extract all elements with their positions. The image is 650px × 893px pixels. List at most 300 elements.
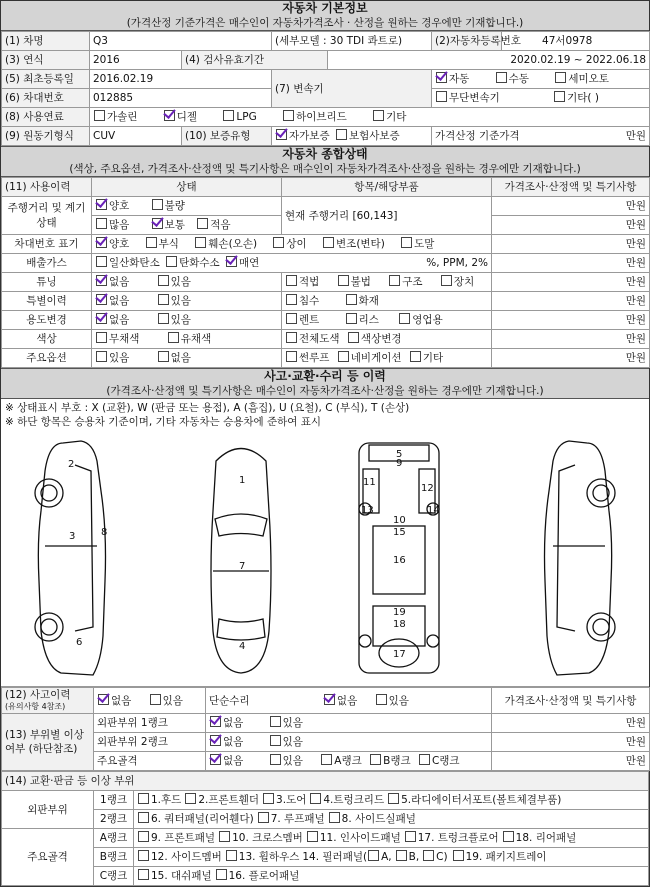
gas-hc-check[interactable] — [166, 256, 177, 267]
outer1-opts — [206, 714, 492, 733]
option-none-check[interactable] — [158, 351, 169, 362]
usage-items — [282, 311, 492, 330]
usage-lease-check[interactable] — [346, 313, 357, 324]
simple-yes[interactable] — [375, 695, 409, 707]
usage-rent[interactable] — [285, 314, 319, 326]
special-flood-label: 침수 — [299, 295, 320, 307]
usage-rent-check[interactable] — [286, 313, 297, 324]
gas-co[interactable] — [95, 257, 160, 269]
option-price: 만원 — [492, 349, 650, 368]
tuning-yes[interactable] — [157, 276, 191, 288]
accident-notes — [1, 399, 649, 431]
fuel-diesel[interactable] — [163, 111, 197, 123]
trans-semi-check[interactable] — [555, 72, 566, 83]
diag-label-7: 7 — [239, 561, 246, 572]
usage-yes-check[interactable] — [158, 313, 169, 324]
vin-mark-label: 차대번호 표기 — [2, 235, 92, 254]
rank2-items-check-2[interactable] — [329, 812, 340, 823]
vin-mark-good-label: 양호 — [109, 238, 130, 250]
outer1-price: 만원 — [492, 714, 650, 733]
diag-label-11: 11 — [363, 477, 376, 488]
outer1-none-check[interactable] — [210, 716, 221, 727]
usage-yes[interactable] — [157, 314, 191, 326]
usage-business-label: 영업용 — [412, 314, 443, 326]
right-rear-wheel — [587, 613, 615, 641]
rank-b-list-check-0[interactable] — [138, 850, 149, 861]
tuning-price: 만원 — [492, 273, 650, 292]
outer2-none[interactable] — [209, 736, 243, 748]
outer2-yes[interactable] — [269, 736, 303, 748]
rank1-items-item-3[interactable] — [309, 794, 384, 806]
first-reg-label: (5) 최초등록일 — [2, 70, 90, 89]
rank-c-items-item-1[interactable] — [215, 870, 300, 882]
trans-semi[interactable] — [554, 73, 609, 85]
vin-mark-opts — [92, 235, 492, 254]
accident-none-label: 없음 — [111, 694, 132, 707]
rank-a-items-item-0[interactable] — [137, 832, 215, 844]
tuning-struct-check[interactable] — [389, 275, 400, 286]
tuning-opts — [92, 273, 282, 292]
tuning-none[interactable] — [95, 276, 129, 288]
accident-history-title: (12) 사고이력 — [5, 689, 71, 701]
usage-business[interactable] — [398, 314, 442, 326]
color-chromatic-check[interactable] — [168, 332, 179, 343]
special-none-check[interactable] — [96, 294, 107, 305]
rank-a-items-check-1[interactable] — [219, 831, 230, 842]
rank2-items-item-2[interactable] — [328, 813, 416, 825]
rank2-items-check-1[interactable] — [258, 812, 269, 823]
fuel-gasoline-check[interactable] — [94, 110, 105, 121]
accident-table — [1, 687, 650, 771]
option-navi-check[interactable] — [338, 351, 349, 362]
frame-rank-b-label: B랭크 — [383, 755, 411, 767]
mileage-normal-check[interactable] — [152, 218, 163, 229]
rank-a-items-label-1: 10. 크로스멤버 — [232, 832, 303, 844]
motor-label: (9) 원동기형식 — [2, 127, 90, 146]
outer1-yes[interactable] — [269, 717, 303, 729]
rank-a-items-item-3[interactable] — [404, 832, 499, 844]
reg-no-label-text: (2)자동차등록번호 — [435, 35, 521, 47]
option-etc[interactable] — [409, 352, 443, 364]
rank-b-list-item-1[interactable] — [225, 851, 300, 863]
outer2-label: 외판부위 2랭크 — [94, 733, 206, 752]
rank-a-items-label-2: 11. 인사이드패널 — [319, 832, 401, 844]
mileage-normal[interactable] — [151, 219, 185, 231]
motor-value: CUV — [90, 127, 182, 146]
rank-a-items-item-1[interactable] — [218, 832, 303, 844]
rank2-items-label-0: 6. 쿼터패널(리어휀다) — [151, 813, 254, 825]
diag-label-12: 12 — [421, 483, 434, 494]
tuning-illegal-check[interactable] — [338, 275, 349, 286]
simple-none-check[interactable] — [324, 694, 335, 705]
fuel-etc-check[interactable] — [373, 110, 384, 121]
gas-hc-label: 탄화수소 — [179, 257, 220, 269]
rank-a-label: A랭크 — [94, 829, 134, 848]
frame-rank-a-label: A랭크 — [334, 755, 362, 767]
simple-repair-label: 단순수리 — [209, 694, 250, 707]
accident-history-sub: (유의사항 4참조) — [5, 702, 66, 711]
vin-mark-altered[interactable] — [322, 238, 385, 250]
rank-a-items-check-0[interactable] — [138, 831, 149, 842]
basic-info-title: 자동차 기본정보 — [282, 1, 368, 15]
option-navi-label: 네비게이션 — [350, 352, 402, 364]
trans-label: (7) 변속기 — [272, 70, 432, 108]
vin-mark-paint-check[interactable] — [401, 237, 412, 248]
rank-c-items-check-0[interactable] — [138, 869, 149, 880]
gas-smoke[interactable] — [225, 257, 259, 269]
h-price: 가격조사·산정액 및 특기사항 — [492, 178, 650, 197]
first-reg-value: 2016.02.19 — [90, 70, 272, 89]
rank-b-pillar-items-item-0[interactable] — [367, 851, 392, 863]
option-navi[interactable] — [337, 352, 402, 364]
outer1-yes-check[interactable] — [270, 716, 281, 727]
rank-c-items-check-1[interactable] — [216, 869, 227, 880]
usage-rent-label: 렌트 — [299, 314, 320, 326]
diag-label-1: 1 — [239, 475, 246, 486]
diag-label-10: 10 — [393, 515, 406, 526]
rank-a-items-item-2[interactable] — [306, 832, 401, 844]
vin-mark-diff-label: 상이 — [286, 238, 307, 250]
accident-none[interactable] — [97, 695, 131, 707]
vin-mark-good-check[interactable] — [96, 237, 107, 248]
inspect-period: 2020.02.19 ~ 2022.06.18 — [328, 51, 650, 70]
tuning-device[interactable] — [440, 276, 474, 288]
usage-business-check[interactable] — [399, 313, 410, 324]
accident-note-2: ※ 하단 항목은 승용차 기준이며, 기타 자동차는 승용차에 준하여 표시 — [5, 416, 322, 428]
simple-none[interactable] — [323, 695, 357, 707]
frame-rank-b-check[interactable] — [370, 754, 381, 765]
fuel-lpg[interactable] — [222, 111, 256, 123]
rank-a-items-check-3[interactable] — [405, 831, 416, 842]
special-fire-check[interactable] — [346, 294, 357, 305]
fuel-hybrid-label: 하이브리드 — [296, 111, 347, 123]
frame-yes[interactable] — [269, 755, 303, 767]
rank2-items-item-1[interactable] — [257, 813, 325, 825]
frame-rank-c[interactable] — [418, 755, 460, 767]
fuel-hybrid-check[interactable] — [283, 110, 294, 121]
status-table — [1, 177, 650, 368]
mileage-bad-label: 불량 — [164, 200, 185, 212]
fuel-label: (8) 사용연료 — [2, 108, 90, 127]
color-change[interactable] — [347, 333, 402, 345]
color-full-paint-check[interactable] — [286, 332, 297, 343]
fuel-opts — [90, 108, 650, 127]
usage-none[interactable] — [95, 314, 129, 326]
color-opts — [92, 330, 282, 349]
accident-yes-check[interactable] — [150, 694, 161, 705]
warranty-self-label: 자가보증 — [289, 130, 330, 142]
trans-cvt-check[interactable] — [436, 91, 447, 102]
tuning-legal-check[interactable] — [286, 275, 297, 286]
warranty-insure[interactable] — [335, 130, 400, 142]
diag-label-6: 6 — [76, 637, 83, 648]
fuel-gasoline-label: 가솔린 — [107, 111, 138, 123]
vin-mark-paint[interactable] — [400, 238, 434, 250]
usage-lease[interactable] — [345, 314, 379, 326]
rank-b-pillar-items-item-2[interactable] — [422, 851, 447, 863]
special-yes-check[interactable] — [158, 294, 169, 305]
outer1-yes-label: 있음 — [282, 717, 303, 729]
fuel-etc[interactable] — [372, 111, 406, 123]
option-none[interactable] — [157, 352, 191, 364]
car-name-label: (1) 차명 — [2, 32, 90, 51]
usage-lease-label: 리스 — [358, 314, 379, 326]
gas-smoke-check[interactable] — [226, 256, 237, 267]
frame-rank-a[interactable] — [320, 755, 361, 767]
top-windshield — [215, 514, 267, 536]
rank-b-tray-check[interactable] — [453, 850, 464, 861]
rank-a-items-label-4: 18. 리어패널 — [515, 832, 577, 844]
vin-mark-damage[interactable] — [194, 238, 257, 250]
accident-price-head: 가격조사·산정액 및 특기사항 — [492, 688, 650, 714]
status-subtitle: (색상, 주요옵션, 가격조사·산정액 및 특기사항은 매수인이 자동차가격조사·산정을 원하는 경우에만 기재합니다.) — [69, 163, 581, 175]
diag-label-3: 3 — [69, 531, 76, 542]
trans-semi-label: 세미오토 — [568, 73, 609, 85]
frame-price: 만원 — [492, 752, 650, 771]
frame-none[interactable] — [209, 755, 243, 767]
tuning-none-label: 없음 — [109, 276, 130, 288]
accident-yes[interactable] — [149, 695, 183, 707]
mileage-bad[interactable] — [151, 200, 185, 212]
frame-none-label: 없음 — [223, 755, 244, 767]
rank-b-pillar-items-item-1[interactable] — [395, 851, 420, 863]
reg-no-label — [432, 32, 521, 51]
warranty-self-check[interactable] — [276, 129, 287, 140]
vin-mark-altered-label: 변조(변타) — [336, 238, 385, 250]
rank-b-pillar-items-check-0[interactable] — [368, 850, 379, 861]
option-sunroof[interactable] — [285, 352, 329, 364]
color-label: 색상 — [2, 330, 92, 349]
right-side-window — [557, 465, 575, 631]
outer2-none-check[interactable] — [210, 735, 221, 746]
diag-label-15: 15 — [393, 527, 406, 538]
trans-manual-check[interactable] — [496, 72, 507, 83]
usage-yes-label: 있음 — [170, 314, 191, 326]
mileage-many-check[interactable] — [96, 218, 107, 229]
mileage-opts2 — [92, 216, 282, 235]
warranty-insure-check[interactable] — [336, 129, 347, 140]
detail-model: (세부모델 : 30 TDI 콰트로) — [272, 32, 432, 51]
exchange-frame-label: 주요골격 — [2, 829, 94, 886]
diag-label-17: 17 — [393, 649, 406, 660]
rank1-items-check-1[interactable] — [185, 793, 196, 804]
warranty-self[interactable] — [275, 130, 330, 142]
rank-b-list-check-1[interactable] — [226, 850, 237, 861]
rank1-items-check-3[interactable] — [310, 793, 321, 804]
rank1-items-item-0[interactable] — [137, 794, 181, 806]
warranty-opts — [272, 127, 432, 146]
mileage-opts1 — [92, 197, 282, 216]
diag-label-5: 5 — [396, 449, 403, 460]
rank1-label: 1랭크 — [94, 791, 134, 810]
rank-b-pillar-items-check-1[interactable] — [396, 850, 407, 861]
tuning-struct-label: 구조 — [402, 276, 423, 288]
option-sunroof-check[interactable] — [286, 351, 297, 362]
frame-rank-a-check[interactable] — [321, 754, 332, 765]
frame-none-check[interactable] — [210, 754, 221, 765]
frame-yes-check[interactable] — [270, 754, 281, 765]
special-flood-check[interactable] — [286, 294, 297, 305]
frame-opts — [206, 752, 492, 771]
vin-mark-rust[interactable] — [145, 238, 179, 250]
rank-b-pillar-items-check-2[interactable] — [423, 850, 434, 861]
color-achromatic[interactable] — [95, 333, 139, 345]
mileage-few-check[interactable] — [197, 218, 208, 229]
accident-none-check[interactable] — [98, 694, 109, 705]
option-yes-check[interactable] — [96, 351, 107, 362]
fuel-lpg-label: LPG — [236, 111, 257, 123]
fuel-hybrid[interactable] — [282, 111, 347, 123]
rank2-items-label-1: 7. 루프패널 — [270, 813, 325, 825]
simple-yes-label: 있음 — [388, 694, 409, 707]
frame-rank-c-check[interactable] — [419, 754, 430, 765]
mileage-many[interactable] — [95, 219, 129, 231]
rank-c-items-item-0[interactable] — [137, 870, 212, 882]
tuning-none-check[interactable] — [96, 275, 107, 286]
left-side-car-outline — [38, 441, 108, 675]
special-fire[interactable] — [345, 295, 379, 307]
special-none-label: 없음 — [109, 295, 130, 307]
rank1-items-label-4: 5.라디에이터서포트(볼트체결부품) — [401, 794, 562, 806]
mileage-good[interactable] — [95, 200, 129, 212]
tuning-legal[interactable] — [285, 276, 319, 288]
rank-a-items-item-4[interactable] — [502, 832, 577, 844]
mileage-price2: 만원 — [492, 216, 650, 235]
diag-label-8: 8 — [101, 527, 108, 538]
accident-opts — [94, 688, 206, 714]
accident-title: 사고·교환·수리 등 이력 — [264, 369, 386, 383]
special-yes[interactable] — [157, 295, 191, 307]
trans-auto[interactable] — [435, 73, 469, 85]
rank1-items-item-2[interactable] — [262, 794, 306, 806]
special-items — [282, 292, 492, 311]
tuning-yes-check[interactable] — [158, 275, 169, 286]
option-yes[interactable] — [95, 352, 129, 364]
trans-etc[interactable] — [553, 92, 599, 104]
rank1-items-item-1[interactable] — [184, 794, 259, 806]
rank-a-items-check-4[interactable] — [503, 831, 514, 842]
rank-a-items — [134, 829, 649, 848]
h-state: 상태 — [92, 178, 282, 197]
rank1-items-label-2: 3.도어 — [276, 794, 307, 806]
option-etc-check[interactable] — [410, 351, 421, 362]
rank1-items-item-4[interactable] — [387, 794, 561, 806]
mileage-good-check[interactable] — [96, 199, 107, 210]
diag-label-9: 9 — [396, 458, 403, 469]
outer1-none-label: 없음 — [223, 717, 244, 729]
usage-none-label: 없음 — [109, 314, 130, 326]
vin-mark-altered-check[interactable] — [323, 237, 334, 248]
fuel-lpg-check[interactable] — [223, 110, 234, 121]
color-achromatic-check[interactable] — [96, 332, 107, 343]
price-unit: 만원 — [625, 130, 647, 142]
vin-mark-diff[interactable] — [272, 238, 306, 250]
vin-mark-good[interactable] — [95, 238, 129, 250]
rank1-items-check-4[interactable] — [388, 793, 399, 804]
gas-co-check[interactable] — [96, 256, 107, 267]
usage-label: 용도변경 — [2, 311, 92, 330]
tuning-struct[interactable] — [388, 276, 422, 288]
accident-subtitle: (가격조사·산정액 및 특기사항은 매수인이 자동차가격조사·산정을 원하는 경우에만 기재합니다.) — [106, 385, 544, 397]
year-value: 2016 — [90, 51, 182, 70]
warranty-label: (10) 보증유형 — [182, 127, 272, 146]
special-flood[interactable] — [285, 295, 319, 307]
gas-hc[interactable] — [165, 257, 220, 269]
rank2-label: 2랭크 — [94, 810, 134, 829]
vin-label: (6) 차대번호 — [2, 89, 90, 108]
diag-label-4: 4 — [239, 641, 246, 652]
mileage-few-label: 적음 — [210, 219, 231, 231]
trans-etc-check[interactable] — [554, 91, 565, 102]
car-diagram — [1, 431, 649, 687]
trans-auto-label: 자동 — [449, 73, 470, 85]
vin-mark-damage-check[interactable] — [195, 237, 206, 248]
inspect-label: (4) 검사유효기간 — [182, 51, 328, 70]
outer1-none[interactable] — [209, 717, 243, 729]
tuning-device-check[interactable] — [441, 275, 452, 286]
price-label: 가격산정 기준가격 — [435, 130, 520, 142]
mileage-few[interactable] — [196, 219, 230, 231]
mileage-bad-check[interactable] — [152, 199, 163, 210]
vin-mark-diff-check[interactable] — [273, 237, 284, 248]
color-change-check[interactable] — [348, 332, 359, 343]
rank1-items-check-0[interactable] — [138, 793, 149, 804]
color-chromatic[interactable] — [167, 333, 211, 345]
tuning-illegal[interactable] — [337, 276, 371, 288]
trans-cvt[interactable] — [435, 92, 500, 104]
color-full-paint[interactable] — [285, 333, 340, 345]
right-side-car-outline — [545, 441, 612, 675]
usage-none-check[interactable] — [96, 313, 107, 324]
warranty-insure-label: 보험사보증 — [348, 130, 400, 142]
rank-a-items-check-2[interactable] — [307, 831, 318, 842]
basic-info-header — [1, 1, 649, 31]
gas-label: 배출가스 — [2, 254, 92, 273]
exchange-title: (14) 교환·판금 등 이상 부위 — [2, 772, 649, 791]
special-none[interactable] — [95, 295, 129, 307]
rank-c-label: C랭크 — [94, 867, 134, 886]
trans-manual[interactable] — [495, 73, 529, 85]
reg-no-value: 47서0978 — [502, 32, 650, 51]
vin-mark-rust-check[interactable] — [146, 237, 157, 248]
rank-b-list-item-0[interactable] — [137, 851, 222, 863]
trans-manual-label: 수동 — [508, 73, 529, 85]
right-front-wheel — [587, 479, 615, 507]
outer1-label: 외판부위 1랭크 — [94, 714, 206, 733]
mileage-normal-label: 보통 — [164, 219, 185, 231]
trans-auto-check[interactable] — [436, 72, 447, 83]
rank1-items-check-2[interactable] — [263, 793, 274, 804]
special-price: 만원 — [492, 292, 650, 311]
rank-b-pillar-items-label-2: C) — [436, 851, 448, 863]
simple-yes-check[interactable] — [376, 694, 387, 705]
special-label: 특별이력 — [2, 292, 92, 311]
color-achromatic-label: 무채색 — [109, 333, 140, 345]
mileage-label: 주행거리 및 계기상태 — [2, 197, 92, 235]
fuel-gasoline[interactable] — [93, 111, 137, 123]
diag-label-13: 13 — [361, 505, 374, 516]
rank2-items-check-0[interactable] — [138, 812, 149, 823]
rank-b-pillar-items-label-0: A, — [381, 851, 392, 863]
option-label: 주요옵션 — [2, 349, 92, 368]
frame-rank-b[interactable] — [369, 755, 411, 767]
rank2-items-item-0[interactable] — [137, 813, 254, 825]
fuel-diesel-check[interactable] — [164, 110, 175, 121]
basic-info-subtitle: (가격산정 기준가격은 매수인이 자동차가격조사 · 산정을 원하는 경우에만 기재합니다.) — [126, 17, 524, 29]
outer2-yes-check[interactable] — [270, 735, 281, 746]
trans-opts-row1 — [432, 70, 650, 89]
gas-smoke-label: 매연 — [238, 257, 260, 269]
